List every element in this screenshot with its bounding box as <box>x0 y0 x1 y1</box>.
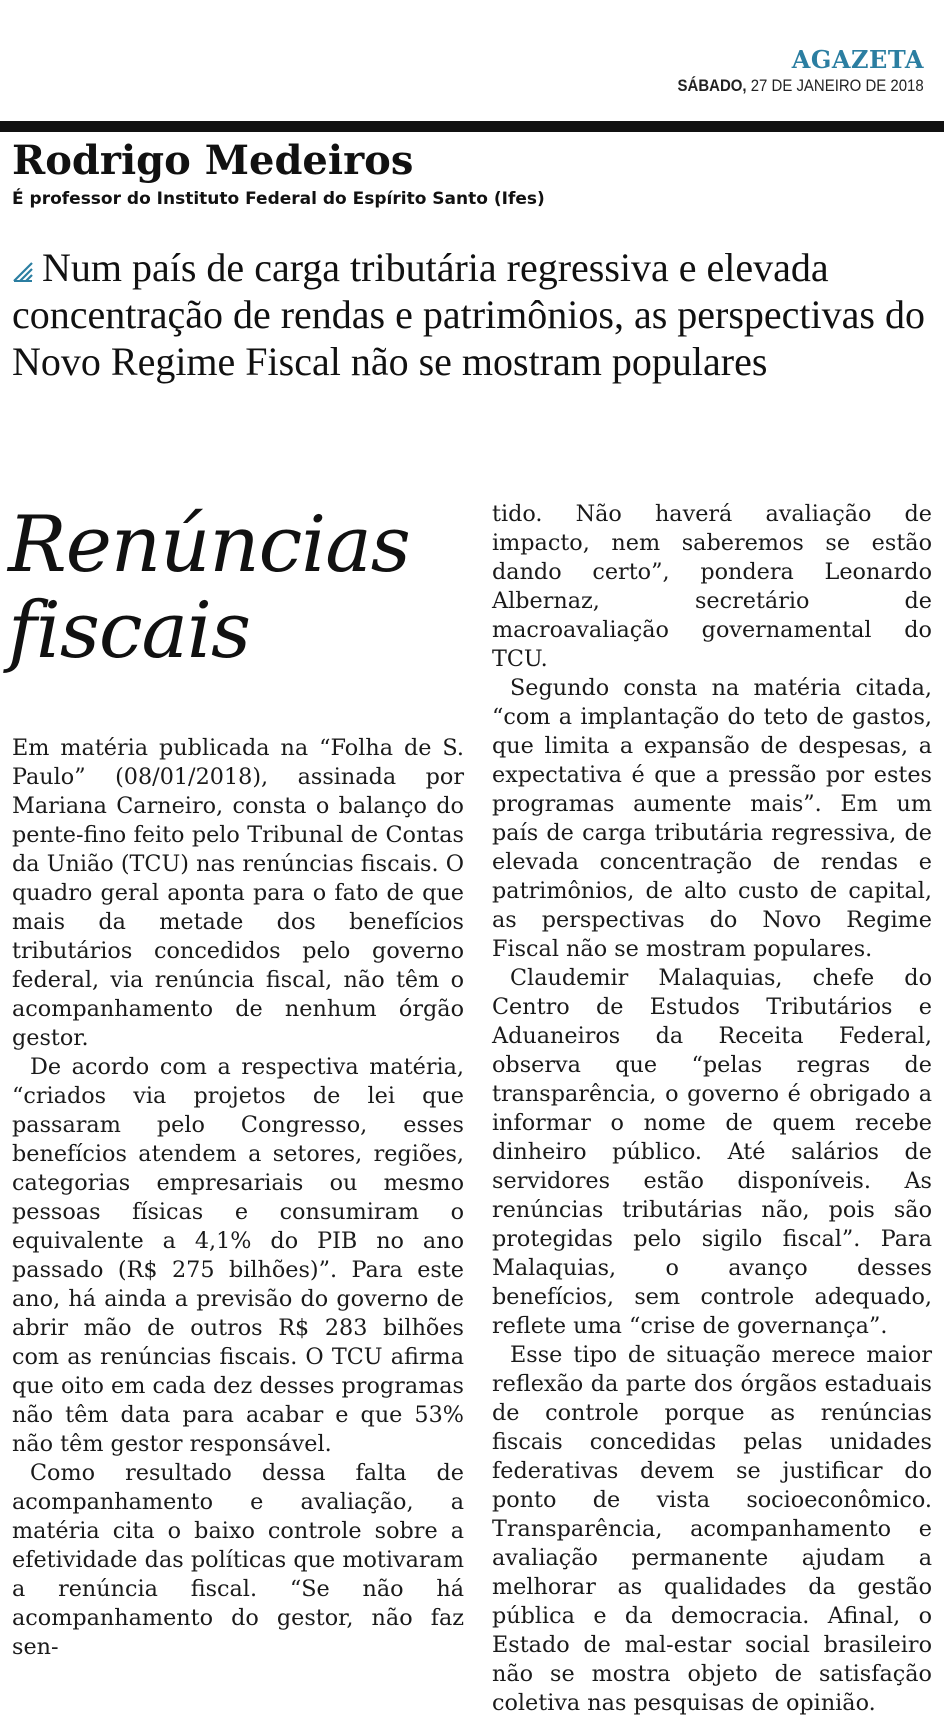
date-day: SÁBADO, <box>677 76 747 95</box>
paragraph: Como resultado dessa falta de acompanhamento e avaliação, a matéria cita o baixo controle sobre a efetividade das políticas que motivaram a renúncia fiscal. “Se não há acompanhamento do gestor, não faz sen- <box>12 1460 464 1660</box>
paragraph: Em matéria publicada na “Folha de S. Paulo” (08/01/2018), assinada por Mariana Carneiro, consta o balanço do pente-fino feito pelo Tribunal de Contas da União (TCU) nas renúncias fiscais. O quadro geral aponta para o fato de que mais da metade dos benefícios tributários concedidos pelo governo federal, via renúncia fiscal, não têm o acompanhamento de nenhum órgão gestor. <box>12 735 464 1051</box>
article-column-2 <box>492 500 932 1718</box>
dateline <box>678 76 924 96</box>
article-column-1 <box>12 734 464 1662</box>
paragraph: Segundo consta na matéria citada, “com a implantação do teto de gastos, que limita a expansão de despesas, a expectativa é que a pressão por estes programas aumente mais”. Em um país de carga tributária regressiva, de elevada concentração de rendas e patrimônios, de alto custo de capital, as perspectivas do Novo Regime Fiscal não se mostram populares. <box>492 675 932 962</box>
header-rule <box>0 121 944 132</box>
author-role: É professor do Instituto Federal do Espírito Santo (Ifes) <box>12 189 545 209</box>
masthead <box>644 46 924 96</box>
pull-quote <box>12 244 932 385</box>
author-name: Rodrigo Medeiros <box>12 137 414 184</box>
newspaper-logo: AGAZETA <box>791 45 924 74</box>
pull-quote-text: Num país de carga tributária regressiva e elevada concentração de rendas e patrimônios, as perspectivas do Novo Regime Fiscal não se mostram populares <box>12 245 925 384</box>
article-title <box>8 502 410 674</box>
title-line-1: Renúncias <box>8 500 410 590</box>
paragraph: De acordo com a respectiva matéria, “criados via projetos de lei que passaram pelo Congresso, esses benefícios atendem a setores, regiões, categorias empresariais ou mesmo pessoas físicas e consumiram o equivalente a 4,1% do PIB no ano passado (R$ 275 bilhões)”. Para este ano, há ainda a previsão do governo de abrir mão de outros R$ 283 bilhões com as renúncias fiscais. O TCU afirma que oito em cada dez desses programas não têm data para acabar e que 53% não têm gestor responsável. <box>12 1054 464 1457</box>
paragraph: Esse tipo de situação merece maior reflexão da parte dos órgãos estaduais de controle porque as renúncias fiscais concedidas pelas unidades federativas devem se justificar do ponto de vista socioeconômico. Transparência, acompanhamento e avaliação permanente ajudam a melhorar as qualidades da gestão pública e da democracia. Afinal, o Estado de mal-estar social brasileiro não se mostra objeto de satisfação coletiva nas pesquisas de opinião. <box>492 1342 932 1716</box>
paragraph: Claudemir Malaquias, chefe do Centro de Estudos Tributários e Aduaneiros da Receita Federal, observa que “pelas regras de transparência, o governo é obrigado a informar o nome de quem recebe dinheiro público. Até salários de servidores estão disponíveis. As renúncias tributárias não, pois são protegidas pelo sigilo fiscal”. Para Malaquias, o avanço desses benefícios, sem controle adequado, reflete uma “crise de governança”. <box>492 965 932 1339</box>
date-rest: 27 DE JANEIRO DE 2018 <box>746 76 924 95</box>
paragraph: tido. Não haverá avaliação de impacto, nem saberemos se estão dando certo”, pondera Leonardo Albernaz, secretário de macroavaliação governamental do TCU. <box>492 501 932 672</box>
quote-stripes-icon <box>12 261 34 283</box>
title-line-2: fiscais <box>8 586 251 676</box>
